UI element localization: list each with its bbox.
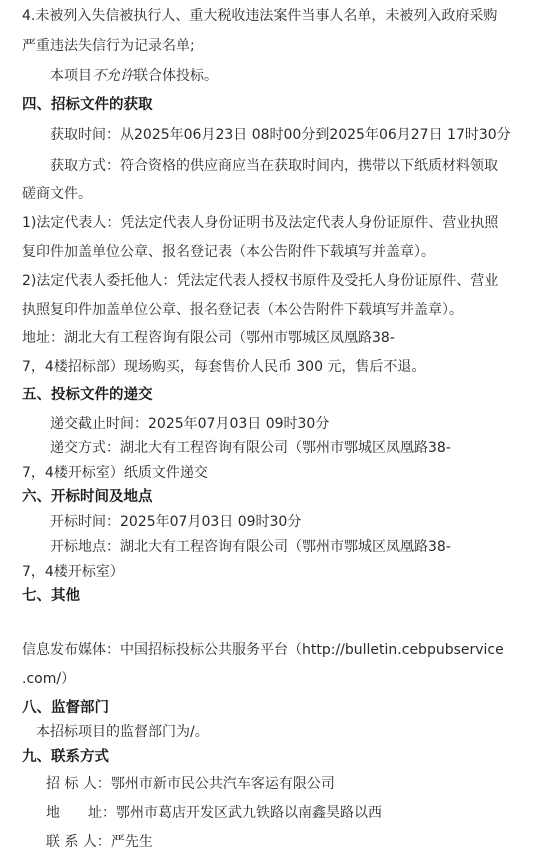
opening-place-line-2: 7，4楼开标室） (22, 564, 124, 580)
purchase-address-line-2: 7，4楼招标部）现场购买，每套售价人民币 300 元，售后不退。 (22, 359, 426, 375)
acquisition-time: 获取时间：从2025年06月23日 08时00分到2025年06月27日 17时30分 (50, 127, 511, 143)
acquisition-method-line-1: 获取方式：符合资格的供应商应当在获取时间内，携带以下纸质材料领取 (50, 158, 498, 174)
supervision-text: 本招标项目的监督部门为/。 (36, 724, 209, 740)
consortium-suffix: 联合体投标。 (134, 68, 218, 84)
consortium-statement (50, 68, 218, 84)
purchase-address-line-1: 地址：湖北大有工程咨询有限公司（鄂州市鄂城区凤凰路38- (22, 330, 395, 346)
submission-method-line-1: 递交方式：湖北大有工程咨询有限公司（鄂州市鄂城区凤凰路38- (50, 440, 451, 456)
acquisition-method-line-2: 磋商文件。 (22, 186, 92, 202)
contact-person: 联 系 人：严先生 (46, 834, 153, 850)
requirement-item-1-line-1: 1)法定代表人：凭法定代表人身份证明书及法定代表人身份证原件、营业执照 (22, 215, 499, 231)
contact-tenderer: 招 标 人：鄂州市新市民公共汽车客运有限公司 (46, 776, 335, 792)
contact-address: 地 址：鄂州市葛店开发区武九铁路以南鑫昊路以西 (46, 805, 382, 821)
opening-place-line-1: 开标地点：湖北大有工程咨询有限公司（鄂州市鄂城区凤凰路38- (50, 539, 451, 555)
section-9-title: 九、联系方式 (22, 749, 109, 765)
submission-method-line-2: 7，4楼开标室）纸质文件递交 (22, 465, 208, 481)
section-4-title: 四、招标文件的获取 (22, 97, 153, 113)
requirement-4-line-1: 4.未被列入失信被执行人、重大税收违法案件当事人名单，未被列入政府采购 (22, 8, 498, 24)
requirement-4-line-2: 严重违法失信行为记录名单; (22, 38, 195, 54)
section-7-title: 七、其他 (22, 588, 80, 604)
consortium-prefix: 本项目 (50, 68, 92, 84)
requirement-item-2-line-1: 2)法定代表人委托他人：凭法定代表人授权书原件及受托人身份证原件、营业 (22, 273, 499, 289)
opening-time: 开标时间：2025年07月03日 09时30分 (50, 514, 302, 530)
section-6-title: 六、开标时间及地点 (22, 489, 153, 505)
requirement-item-1-line-2: 复印件加盖单位公章、报名登记表（本公告附件下载填写并盖章）。 (22, 244, 435, 260)
submission-deadline: 递交截止时间：2025年07月03日 09时30分 (50, 416, 330, 432)
section-8-title: 八、监督部门 (22, 700, 109, 716)
publication-media-line-1: 信息发布媒体：中国招标投标公共服务平台（http://bulletin.cebpubservice (22, 642, 504, 658)
section-5-title: 五、投标文件的递交 (22, 387, 153, 403)
requirement-item-2-line-2: 执照复印件加盖单位公章、报名登记表（本公告附件下载填写并盖章）。 (22, 302, 463, 318)
consortium-italic: 不允许 (92, 68, 134, 84)
publication-media-line-2: .com/） (22, 671, 76, 687)
